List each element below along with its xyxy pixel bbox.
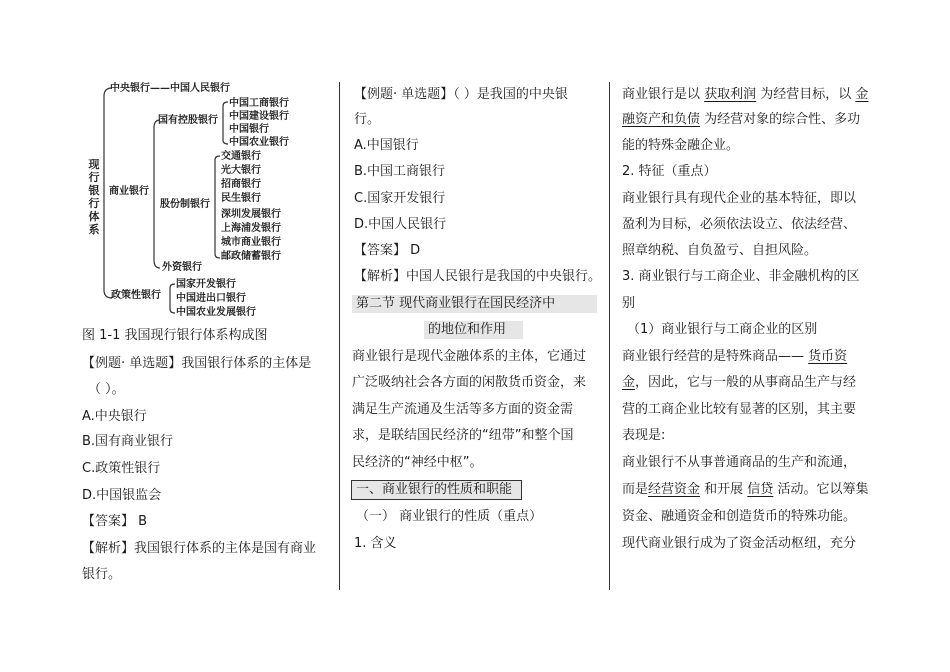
underlined-term: 融资产和负债: [622, 112, 701, 127]
text-line: 资金、融通资金和创造货币的特殊功能。: [622, 509, 857, 524]
joint-stock-item: 上海浦发银行: [221, 223, 281, 234]
joint-stock-bracket: [215, 156, 220, 258]
column-divider: [609, 82, 610, 590]
analysis: 【解析】中国人民银行是我国的中央银行。: [354, 269, 602, 284]
text-span: ，因此，它与一般的从事商品生产与经: [635, 375, 857, 390]
policy-bank-item: 国家开发银行: [176, 279, 236, 290]
sub-heading: （1）商业银行与工商企业的区别: [627, 322, 818, 337]
question-blank: （ ）。: [88, 382, 125, 397]
paragraph-line: 广泛吸纳社会各方面的闲散货币资金，来: [352, 375, 587, 390]
text-line: 能的特殊金融企业。: [622, 138, 740, 153]
joint-stock-item: 邮政储蓄银行: [221, 251, 281, 262]
option-d: D.中国人民银行: [354, 217, 447, 232]
option-a: A.中国银行: [354, 138, 419, 153]
state-holding-item: 中国银行: [229, 124, 269, 135]
text-span: 为经营目标，以: [756, 87, 856, 102]
root-text: 现行银行体系: [88, 158, 100, 236]
option-b: B.中国工商银行: [354, 164, 446, 179]
figure-caption: 图 1-1 我国现行银行体系构成图: [82, 328, 268, 343]
policy-bank-label: 政策性银行: [111, 290, 161, 301]
joint-stock-item: 交通银行: [221, 151, 261, 162]
joint-stock-item: 民生银行: [221, 193, 261, 204]
feature-heading: 2. 特征（重点）: [622, 164, 717, 179]
paragraph-line: 求，是联结国民经济的“纽带”和整个国: [352, 428, 574, 443]
question-tail: 行。: [354, 112, 381, 127]
diagram-root-label: [88, 158, 100, 236]
paragraph-line: 商业银行是现代金融体系的主体，它通过: [352, 349, 587, 364]
text-span: 商业银行经营的是特殊商品——: [622, 349, 809, 364]
difference-heading: 3. 商业银行与工商企业、非金融机构的区: [622, 269, 860, 284]
section-heading-box: 一、商业银行的性质和职能: [351, 480, 522, 500]
text-line: [622, 348, 847, 366]
section-title-cont: 的地位和作用: [424, 321, 523, 339]
text-line: 营的工商企业比较有显著的区别，其主要: [622, 402, 857, 417]
text-line: 商业银行不从事普通商品的生产和流通，: [622, 455, 857, 470]
commercial-bank-label: 商业银行: [109, 186, 149, 197]
joint-stock-item: 光大银行: [221, 165, 261, 176]
state-holding-item: 中国建设银行: [229, 111, 289, 122]
text-span: 和开展: [700, 482, 748, 497]
underlined-term: 金: [855, 87, 869, 102]
text-line: 别: [622, 296, 636, 311]
text-span: 活动。它以筹集: [773, 482, 869, 497]
underlined-term: 金: [622, 375, 636, 390]
paragraph-line: 满足生产流通及生活等多方面的资金需: [352, 402, 574, 417]
foreign-bank-label: 外资银行: [162, 262, 202, 273]
text-line: [622, 86, 868, 104]
text-line: 现代商业银行成为了资金活动枢纽，充分: [622, 536, 857, 551]
central-bank-label: 中央银行——中国人民银行: [110, 83, 230, 94]
text-line: [622, 481, 868, 499]
joint-stock-item: 深圳发展银行: [221, 209, 281, 220]
underlined-term: 获取利润: [704, 87, 757, 102]
analysis-line: 【解析】我国银行体系的主体是国有商业: [82, 541, 317, 556]
text-span: 为经营对象的综合性、多功: [700, 112, 861, 127]
section-title: 第二节 现代商业银行在国民经济中: [352, 295, 597, 313]
text-line: 商业银行具有现代企业的基本特征，即以: [622, 191, 857, 206]
option-c: C.政策性银行: [82, 461, 161, 476]
text-line: 盈利为目标，必须依法设立、依法经营、: [622, 217, 857, 232]
option-b: B.国有商业银行: [82, 434, 174, 449]
text-line: [622, 374, 856, 392]
state-holding-label: 国有控股银行: [158, 115, 218, 126]
answer: 【答案】 D: [354, 243, 421, 258]
state-holding-bracket: [223, 102, 228, 144]
paragraph-line: 民经济的“神经中枢”。: [352, 455, 483, 470]
state-holding-item: 中国农业银行: [229, 137, 289, 148]
answer: 【答案】 B: [82, 514, 148, 529]
policy-bank-item: 中国进出口银行: [176, 293, 246, 304]
option-a: A.中央银行: [82, 409, 147, 424]
text-span: 商业银行是以: [622, 87, 705, 102]
option-d: D.中国银监会: [82, 488, 162, 503]
question-heading: 【例题· 单选题】我国银行体系的主体是: [82, 356, 312, 371]
text-line: 表现是:: [622, 428, 666, 443]
joint-stock-label: 股份制银行: [160, 199, 210, 210]
commercial-bracket: [154, 120, 160, 268]
question-heading: 【例题· 单选题】（ ）是我国的中央银: [354, 87, 568, 102]
policy-bracket: [170, 284, 175, 313]
underlined-term: 经营资金: [648, 482, 701, 497]
text-line: 照章纳税、自负盈亏、自担风险。: [622, 243, 818, 258]
analysis-line: 银行。: [82, 567, 122, 582]
column-divider: [339, 82, 340, 590]
state-holding-item: 中国工商银行: [229, 98, 289, 109]
joint-stock-item: 招商银行: [221, 179, 261, 190]
item-heading: 1. 含义: [354, 536, 397, 551]
text-line: [622, 111, 860, 129]
underlined-term: 货币资: [808, 349, 848, 364]
sub-heading: （一） 商业银行的性质（重点）: [356, 509, 543, 524]
policy-bank-item: 中国农业发展银行: [176, 307, 256, 318]
option-c: C.国家开发银行: [354, 191, 446, 206]
underlined-term: 信贷: [747, 482, 774, 497]
joint-stock-item: 城市商业银行: [221, 237, 281, 248]
text-span: 而是: [622, 482, 649, 497]
